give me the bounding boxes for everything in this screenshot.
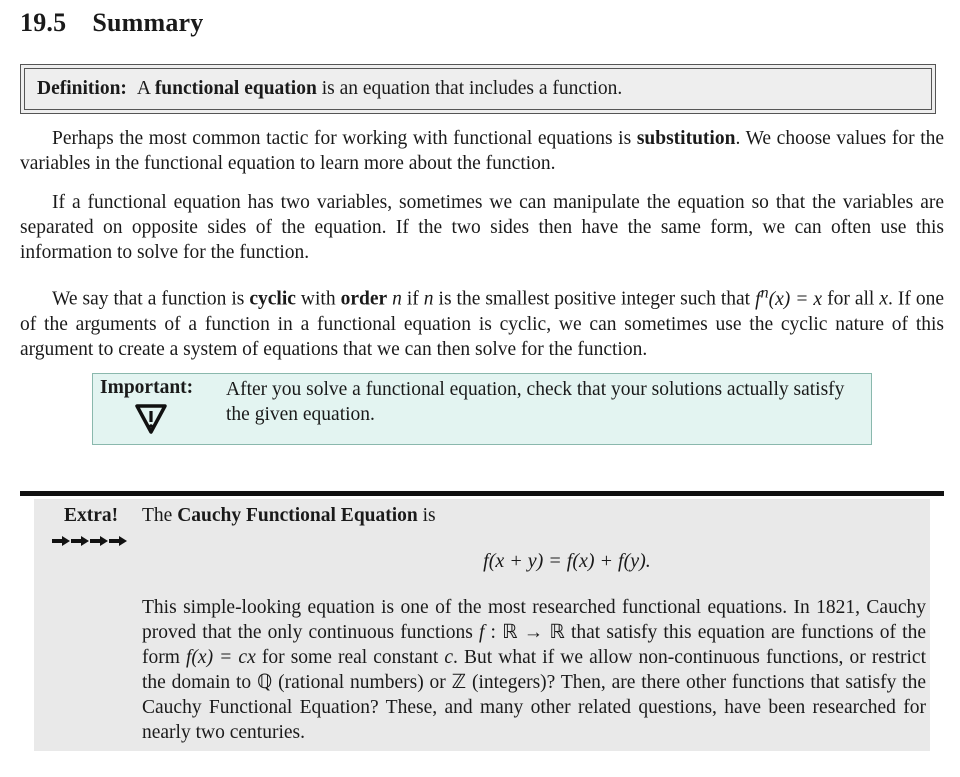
extra-intro: The Cauchy Functional Equation is [142,505,436,526]
definition-term: functional equation [154,78,317,99]
important-text: After you solve a functional equation, check that your solutions actually satisfy the given equation. [226,379,845,425]
term-order: order [340,288,388,310]
definition-label: Definition: [37,78,127,99]
term-substitution: substitution [636,128,736,149]
term-cyclic: cyclic [249,288,296,310]
definition-box [20,64,936,114]
section-title: Summary [92,8,204,37]
section-number: 19.5 [20,8,67,37]
section-divider [20,491,944,496]
paragraph-substitution: Perhaps the most common tactic for working with functional equations is substitution. We choose values for the variables in the functional equation to learn more about the function. [20,128,945,174]
definition-text: A functional equation is an equation that includes a function. [136,78,623,99]
section-heading [20,8,204,38]
arrows-icon [52,536,128,546]
important-box [92,373,872,445]
formula-fn: $f^n(x) = x$ [755,283,823,310]
paragraph-cyclic: We say that a function is cyclic with order n if n is the smallest positive integer such that $f^n(x) = x$ for all x. If one of the arguments of a function in a functional equation is cyclic, we can sometimes use the cyclic nature of this argument to create a system of equations that we can then solve for the function. [20,283,944,360]
important-label: Important: [100,377,194,398]
warning-triangle-icon [133,403,169,435]
cauchy-equation: f(x + y) = f(x) + f(y). [483,550,651,572]
extra-paragraph: This simple-looking equation is one of the most researched functional equations. In 1821, Cauchy proved that the only continuous functions f : ℝ → ℝ that satisfy this equation are functions of the form f(x) = cx for some real constant c. But what if we allow non-continuous functions, or restrict the domain to ℚ (rational numbers) or ℤ (integers)? Then, are there other functions that satisfy the Cauchy Functional Equation? These, and many other related questions, have been researched for nearly two centuries. [142,597,926,743]
extra-label: Extra! [64,505,119,526]
term-cauchy: Cauchy Functional Equation [177,505,418,526]
extra-box [34,499,930,751]
paragraph-separation: If a functional equation has two variables, sometimes we can manipulate the equation so that the variables are separated on opposite sides of the equation. If the two sides then have the same form, we can often use this information to solve for the function. [20,192,944,263]
